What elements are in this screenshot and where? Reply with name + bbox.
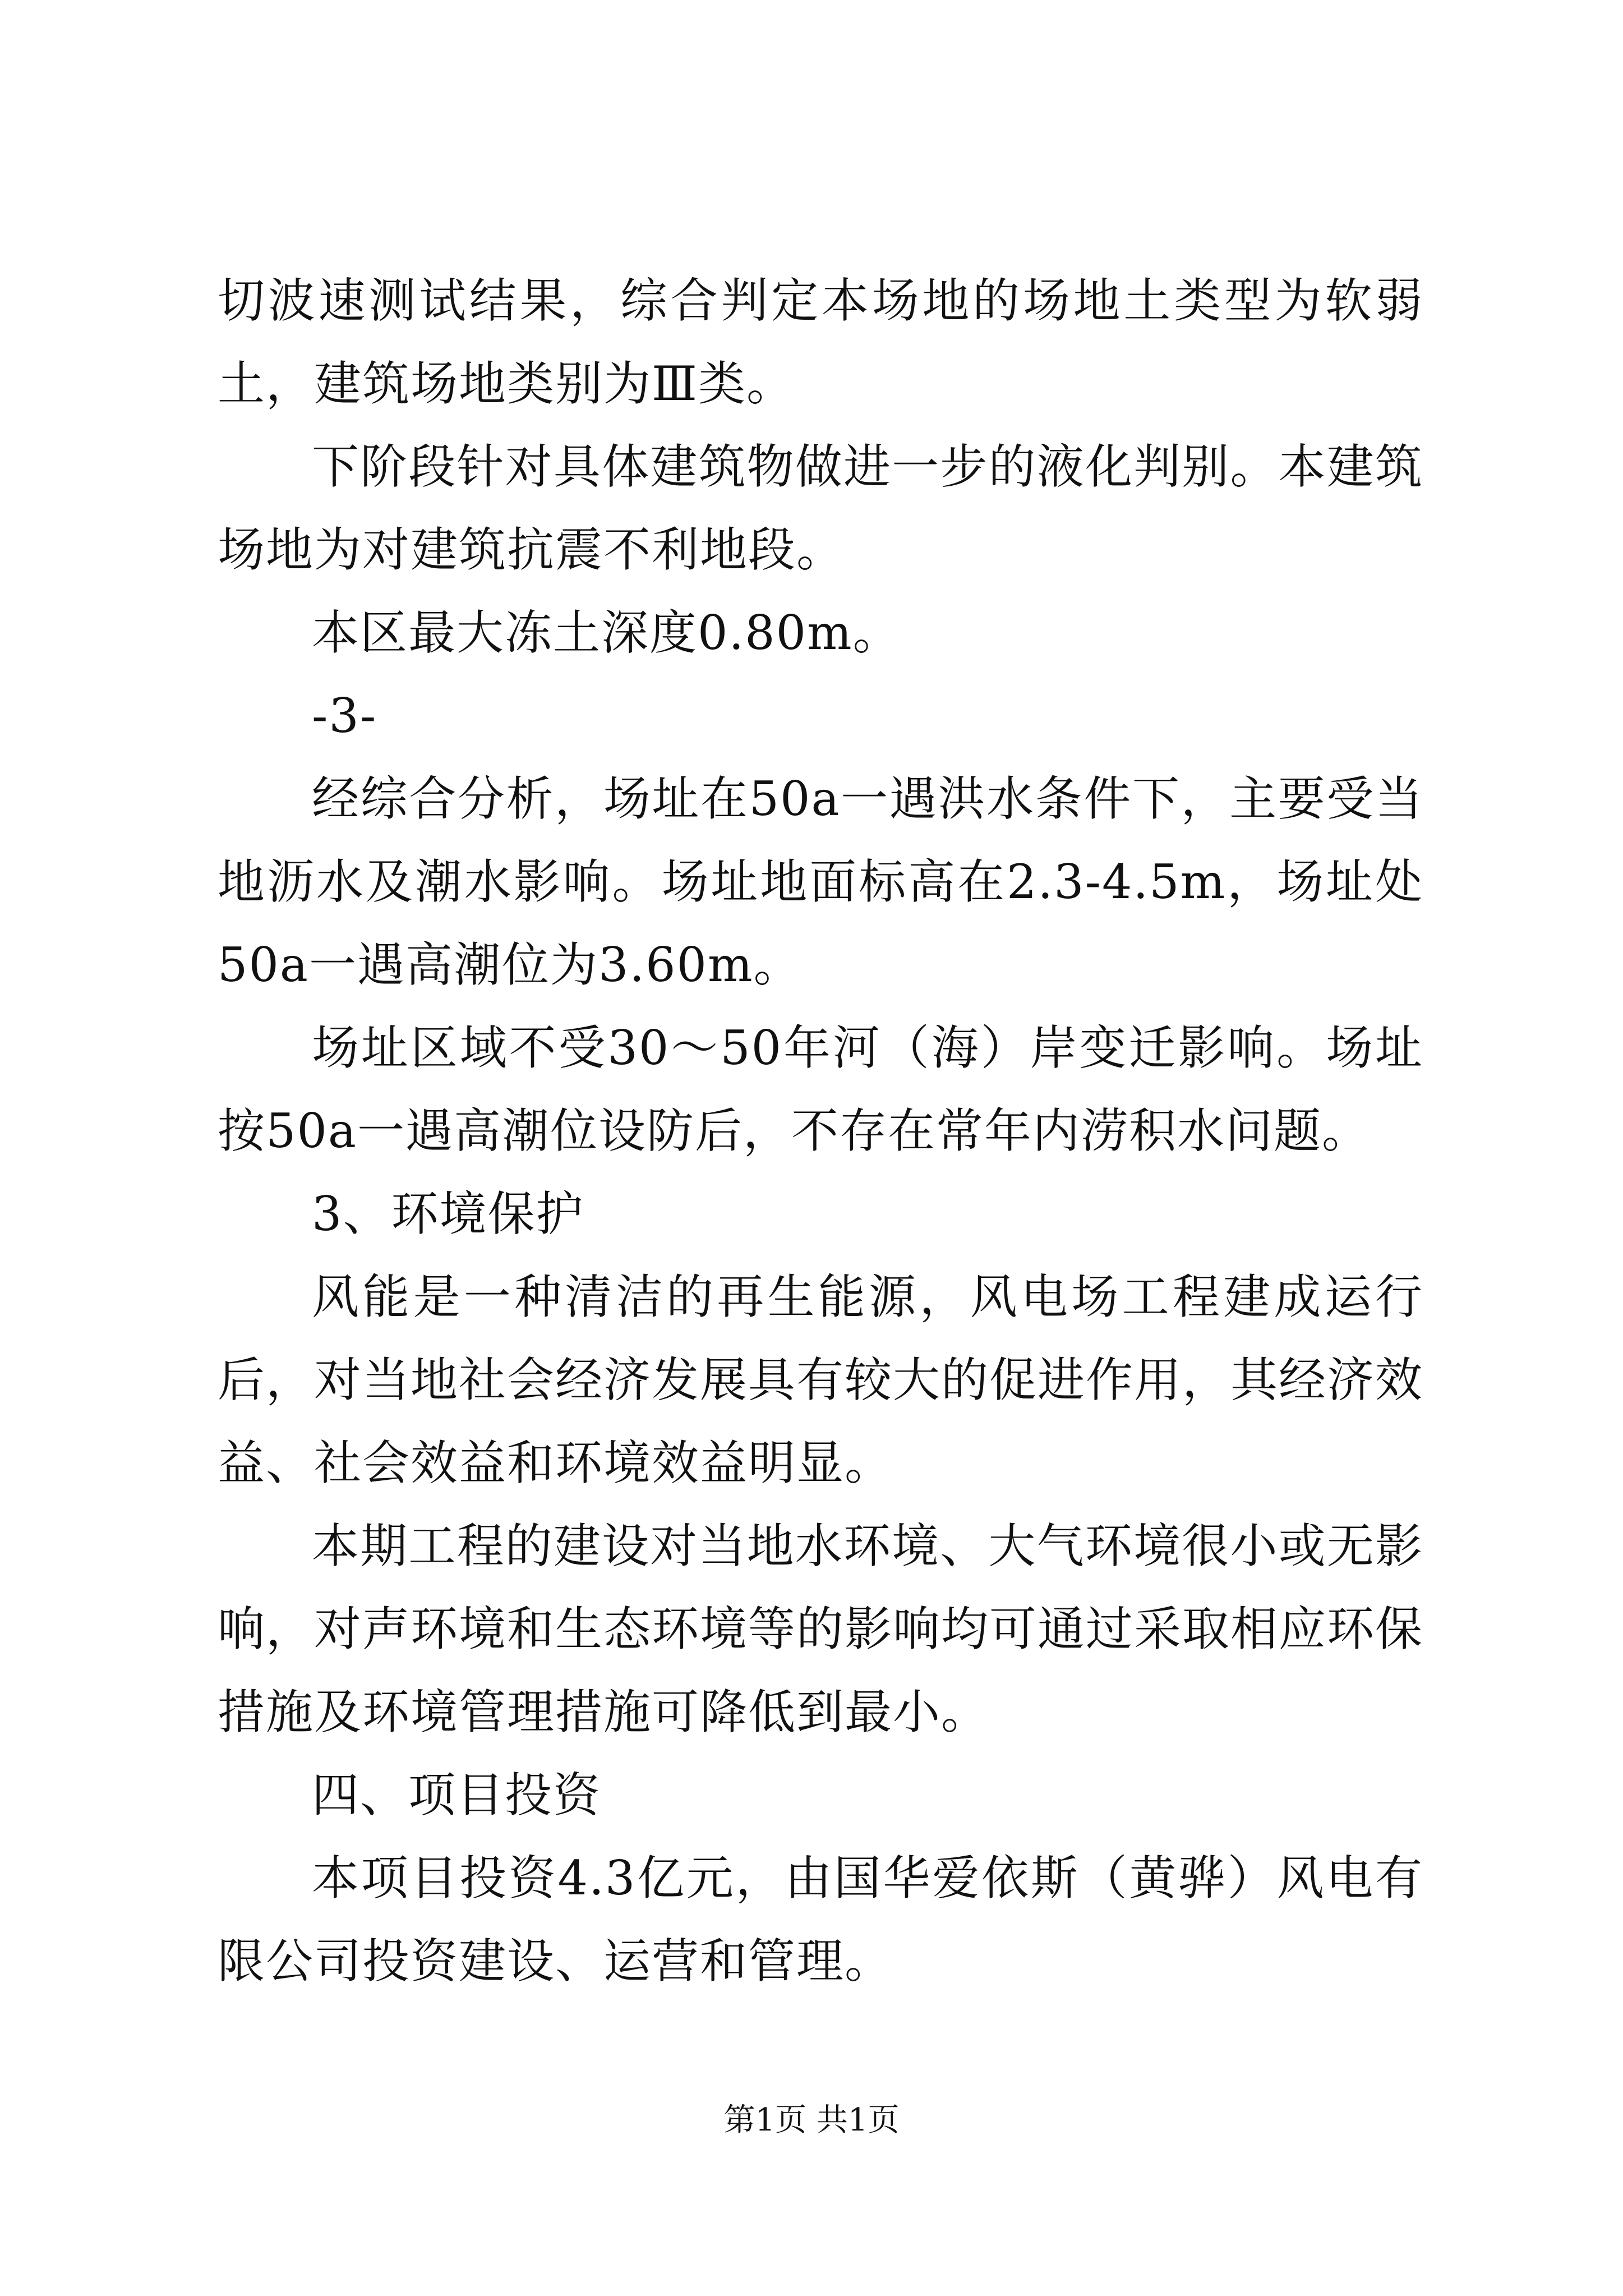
section-heading-environment: 3、环境保护 (312, 1186, 584, 1241)
paragraph-5: 场址区域不受30～50年河（海）岸变迁影响。场址按50a一遇高潮位设防后，不存在常年内涝积水问题。 (218, 1020, 1423, 1158)
section-heading-investment: 四、项目投资 (312, 1768, 602, 1823)
document-body (218, 259, 1423, 2003)
paragraph-3: 本区最大冻土深度0.80m。 (312, 605, 901, 660)
paragraph-1: 切波速测试结果，综合判定本场地的场地土类型为软弱土，建筑场地类别为Ⅲ类。 (218, 273, 1423, 411)
page-footer: 第1页 共1页 (723, 2102, 900, 2138)
paragraph-8: 本项目投资4.3亿元，由国华爱依斯（黄骅）风电有限公司投资建设、运营和管理。 (218, 1851, 1423, 1989)
paragraph-6: 风能是一种清洁的再生能源，风电场工程建成运行后，对当地社会经济发展具有较大的促进作用，其经济效益、社会效益和环境效益明显。 (218, 1269, 1424, 1490)
paragraph-2: 下阶段针对具体建筑物做进一步的液化判别。本建筑场地为对建筑抗震不利地段。 (218, 439, 1423, 577)
page-marker: -3- (312, 688, 377, 743)
paragraph-4: 经综合分析，场址在50a一遇洪水条件下，主要受当地沥水及潮水影响。场址地面标高在2.3-4.5m，场址处50a一遇高潮位为3.60m。 (218, 771, 1423, 992)
paragraph-7: 本期工程的建设对当地水环境、大气环境很小或无影响，对声环境和生态环境等的影响均可通过采取相应环保措施及环境管理措施可降低到最小。 (218, 1519, 1424, 1740)
